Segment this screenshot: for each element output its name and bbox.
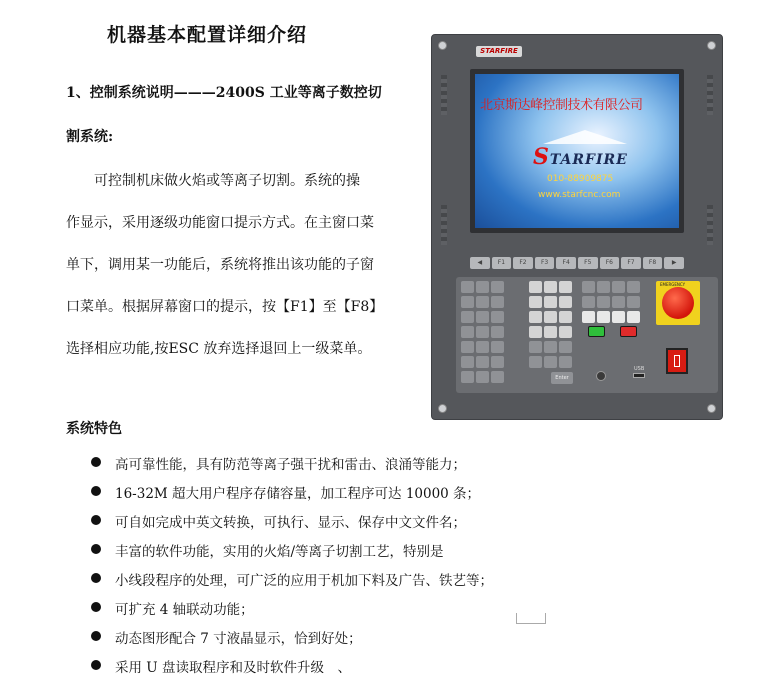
- screen-url: www.starfcnc.com: [538, 190, 621, 200]
- fkey-left[interactable]: ◀: [470, 257, 490, 269]
- key[interactable]: [597, 281, 610, 293]
- power-switch-rocker: [674, 355, 680, 367]
- arrow-down-key[interactable]: [627, 311, 640, 323]
- list-item: 小线段程序的处理，可广泛的应用于机加下料及广告、铁艺等；: [91, 569, 493, 598]
- key[interactable]: [491, 356, 504, 368]
- paragraph-line: 作显示，采用逐级功能窗口提示方式。在主窗口菜: [66, 215, 374, 231]
- key[interactable]: [529, 356, 542, 368]
- key[interactable]: [582, 296, 595, 308]
- bullet-icon: [91, 515, 101, 525]
- fkey-f6[interactable]: F6: [600, 257, 620, 269]
- screw-icon: [438, 404, 447, 413]
- list-item: 丰富的软件功能，实用的火焰/等离子切割工艺，特别是: [91, 540, 493, 569]
- estop-label: EMERGENCY: [660, 282, 686, 287]
- list-item: 采用 U 盘读取程序和及时软件升级 、: [91, 656, 493, 679]
- key[interactable]: [529, 326, 542, 338]
- key[interactable]: [544, 341, 557, 353]
- key[interactable]: [476, 311, 489, 323]
- key[interactable]: [544, 326, 557, 338]
- enter-key[interactable]: Enter: [551, 372, 573, 384]
- screen-phone: 010-88909875: [547, 174, 614, 184]
- stop-button[interactable]: [620, 326, 637, 337]
- key[interactable]: [544, 356, 557, 368]
- key[interactable]: [544, 281, 557, 293]
- screw-icon: [438, 41, 447, 50]
- emergency-stop-panel: [656, 281, 700, 325]
- key[interactable]: [461, 326, 474, 338]
- key[interactable]: [597, 296, 610, 308]
- usb-port: [633, 373, 645, 378]
- key[interactable]: [476, 371, 489, 383]
- bullet-icon: [91, 457, 101, 467]
- vent-slots: [441, 205, 447, 245]
- screw-icon: [707, 41, 716, 50]
- list-item: 动态图形配合 7 寸液晶显示，恰到好处；: [91, 627, 493, 656]
- feature-list: [91, 453, 493, 679]
- key[interactable]: [476, 356, 489, 368]
- key[interactable]: [461, 311, 474, 323]
- key[interactable]: [461, 281, 474, 293]
- list-item: 可自如完成中英文转换，可执行、显示、保存中文文件名；: [91, 511, 493, 540]
- list-item: 可扩充 4 轴联动功能；: [91, 598, 493, 627]
- key[interactable]: [491, 326, 504, 338]
- roof-graphic: [543, 130, 627, 144]
- fkey-f4[interactable]: F4: [556, 257, 576, 269]
- key[interactable]: [559, 341, 572, 353]
- arrow-left-key[interactable]: [582, 311, 595, 323]
- arrow-right-key[interactable]: [597, 311, 610, 323]
- key[interactable]: [612, 296, 625, 308]
- key[interactable]: [491, 341, 504, 353]
- section1-heading: 1、控制系统说明———2400S 工业等离子数控切: [66, 85, 382, 101]
- key[interactable]: [559, 326, 572, 338]
- usb-label: USB: [634, 366, 645, 372]
- fkey-f1[interactable]: F1: [492, 257, 512, 269]
- key[interactable]: [476, 281, 489, 293]
- page-title: 机器基本配置详细介绍: [107, 24, 308, 46]
- key[interactable]: [461, 296, 474, 308]
- key[interactable]: [627, 281, 640, 293]
- key[interactable]: [544, 296, 557, 308]
- key[interactable]: [476, 341, 489, 353]
- paragraph-line: 口菜单。根据屏幕窗口的提示，按【F1】至【F8】: [66, 299, 384, 315]
- key[interactable]: [491, 371, 504, 383]
- fkey-right[interactable]: ▶: [664, 257, 684, 269]
- key[interactable]: [476, 326, 489, 338]
- space-key[interactable]: [516, 613, 546, 624]
- section1-heading-cont: 割系统:: [66, 129, 114, 145]
- key[interactable]: [461, 341, 474, 353]
- power-switch[interactable]: [666, 348, 688, 374]
- list-item: 高可靠性能，具有防范等离子强干扰和雷击、浪涌等能力；: [91, 453, 493, 482]
- key[interactable]: [529, 281, 542, 293]
- key[interactable]: [544, 311, 557, 323]
- vent-slots: [707, 205, 713, 245]
- cnc-controller-image: [431, 34, 723, 420]
- key[interactable]: [491, 281, 504, 293]
- lcd-screen: [475, 74, 679, 228]
- screw-icon: [707, 404, 716, 413]
- paragraph-line: 可控制机床做火焰或等离子切割。系统的操: [66, 173, 360, 189]
- start-button[interactable]: [588, 326, 605, 337]
- list-item: 16-32M 超大用户程序存储容量，加工程序可达 10000 条；: [91, 482, 493, 511]
- power-indicator-icon: [596, 371, 606, 381]
- bullet-icon: [91, 486, 101, 496]
- key[interactable]: [559, 311, 572, 323]
- key[interactable]: [627, 296, 640, 308]
- key[interactable]: [461, 356, 474, 368]
- screen-company-name: 北京斯达峰控制技术有限公司: [480, 98, 643, 113]
- vent-slots: [707, 75, 713, 115]
- bullet-icon: [91, 660, 101, 670]
- key[interactable]: [559, 281, 572, 293]
- bullet-icon: [91, 631, 101, 641]
- key[interactable]: [529, 341, 542, 353]
- features-title: 系统特色: [66, 421, 122, 437]
- key[interactable]: [476, 296, 489, 308]
- bullet-icon: [91, 573, 101, 583]
- fkey-f7[interactable]: F7: [621, 257, 641, 269]
- function-key-row: [470, 257, 684, 269]
- lcd-bezel: [470, 69, 684, 233]
- key[interactable]: [559, 356, 572, 368]
- bullet-icon: [91, 602, 101, 612]
- vent-slots: [441, 75, 447, 115]
- brand-badge: STARFIRE: [476, 46, 522, 57]
- key[interactable]: [612, 281, 625, 293]
- fkey-f2[interactable]: F2: [513, 257, 533, 269]
- paragraph-line: 选择相应功能,按ESC 放弃选择退回上一级菜单。: [66, 341, 372, 357]
- key[interactable]: [491, 311, 504, 323]
- fkey-f3[interactable]: F3: [535, 257, 555, 269]
- key[interactable]: [461, 371, 474, 383]
- fkey-f5[interactable]: F5: [578, 257, 598, 269]
- paragraph-line: 单下，调用某一功能后，系统将推出该功能的子窗: [66, 257, 374, 273]
- bullet-icon: [91, 544, 101, 554]
- arrow-up-key[interactable]: [612, 311, 625, 323]
- emergency-stop-button[interactable]: [662, 287, 694, 319]
- fkey-f8[interactable]: F8: [643, 257, 663, 269]
- screen-logo: STARFIRE: [533, 144, 628, 170]
- key[interactable]: [582, 281, 595, 293]
- key[interactable]: [529, 296, 542, 308]
- key[interactable]: [529, 311, 542, 323]
- key[interactable]: [559, 296, 572, 308]
- key[interactable]: [491, 296, 504, 308]
